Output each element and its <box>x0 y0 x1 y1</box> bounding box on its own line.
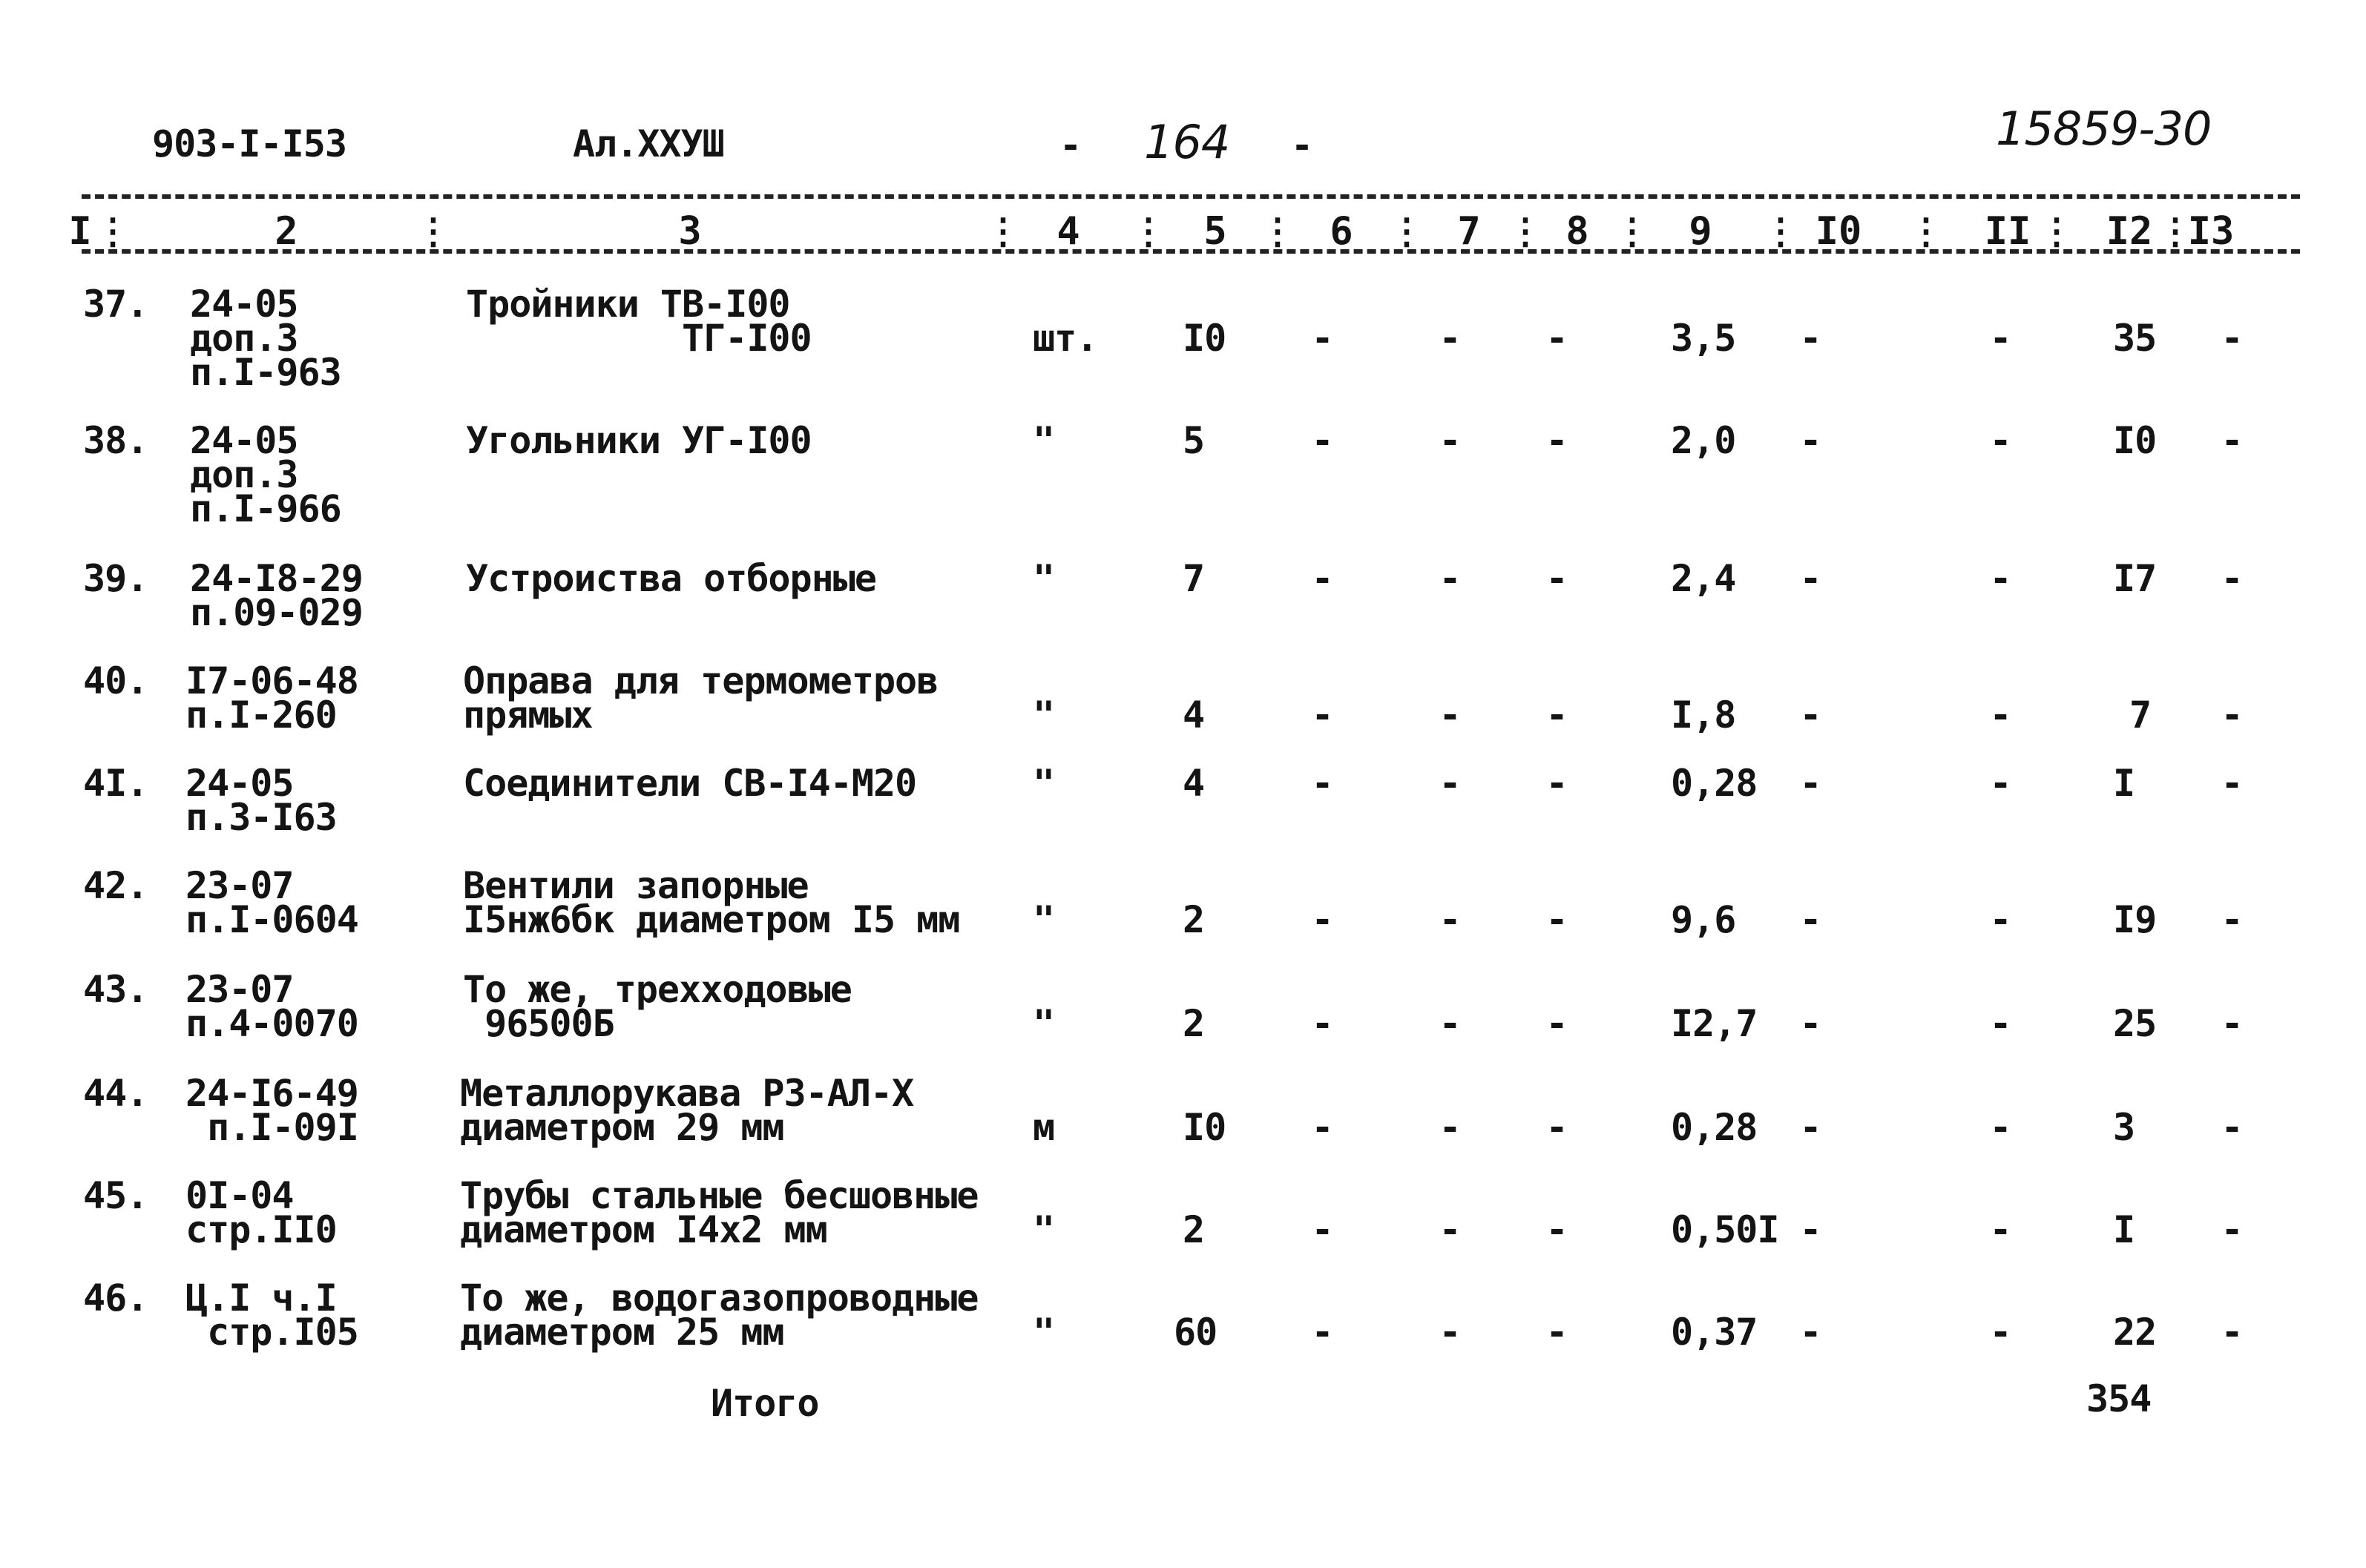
column-10-value: - <box>1799 898 1821 941</box>
column-number-5: 5 <box>1203 209 1227 254</box>
column-9-value: I,8 <box>1671 694 1736 737</box>
column-11-value: - <box>1989 1002 2011 1045</box>
column-10-value: - <box>1799 1311 1821 1354</box>
column-8-value: - <box>1545 694 1568 737</box>
row-number: 39. <box>83 557 148 600</box>
column-6-value: - <box>1311 1002 1333 1045</box>
item-name-line: Тройники ТВ-I00 <box>466 283 790 326</box>
column-13-value: - <box>2221 898 2243 941</box>
quantity: 2 <box>1183 898 1205 941</box>
column-11-value: - <box>1989 1311 2011 1354</box>
unit-of-measure: " <box>1033 898 1055 941</box>
column-11-value: - <box>1989 1106 2011 1149</box>
column-7-value: - <box>1439 1311 1461 1354</box>
column-8-value: - <box>1545 762 1568 805</box>
row-number: 40. <box>83 659 148 702</box>
unit-of-measure: м <box>1033 1106 1055 1149</box>
column-6-value: - <box>1311 1208 1333 1251</box>
reference-line: п.I-966 <box>190 487 341 530</box>
column-13-value: - <box>2221 694 2243 737</box>
reference-line: 24-05 <box>185 762 294 805</box>
column-12-value: I0 <box>2113 419 2157 462</box>
page-dash-right: - <box>1291 124 1313 167</box>
column-13-value: - <box>2221 1208 2243 1251</box>
column-number-3: 3 <box>678 209 702 254</box>
item-name-line: ТГ-I00 <box>466 317 812 360</box>
column-6-value: - <box>1311 1106 1333 1149</box>
column-12-value: I9 <box>2113 898 2157 941</box>
reference-line: 24-05 <box>190 283 298 326</box>
total-label: Итого <box>711 1382 819 1425</box>
column-6-value: - <box>1311 898 1333 941</box>
column-11-value: - <box>1989 898 2011 941</box>
column-13-value: - <box>2221 419 2243 462</box>
column-separator: ⋮ <box>415 211 451 252</box>
column-7-value: - <box>1439 1106 1461 1149</box>
column-7-value: - <box>1439 557 1461 600</box>
column-7-value: - <box>1439 419 1461 462</box>
column-number-12: I2 <box>2106 209 2153 254</box>
reference-line: стр.I05 <box>185 1311 358 1354</box>
column-9-value: I2,7 <box>1671 1002 1758 1045</box>
column-separator: ⋮ <box>1908 211 1944 252</box>
item-name-line: Соединители СВ-I4-М20 <box>463 762 917 805</box>
project-code: 903-I-I53 <box>152 122 346 165</box>
column-11-value: - <box>1989 762 2011 805</box>
column-9-value: 0,28 <box>1671 1106 1758 1149</box>
reference-line: 0I-04 <box>185 1174 294 1217</box>
reference-line: п.4-0070 <box>185 1002 358 1045</box>
column-6-value: - <box>1311 1311 1333 1354</box>
header-rule-top <box>82 194 2300 199</box>
column-7-value: - <box>1439 898 1461 941</box>
header-rule-bottom <box>82 249 2300 254</box>
item-name-line: Трубы стальные бесшовные <box>460 1174 979 1217</box>
quantity: 2 <box>1183 1208 1205 1251</box>
reference-line: п.I-260 <box>185 694 337 737</box>
item-name-line: диаметром I4х2 мм <box>460 1208 827 1251</box>
reference-line: доп.3 <box>190 453 298 496</box>
column-9-value: 0,37 <box>1671 1311 1758 1354</box>
row-number: 4I. <box>83 762 148 805</box>
unit-of-measure: " <box>1033 762 1055 805</box>
column-8-value: - <box>1545 1002 1568 1045</box>
column-6-value: - <box>1311 317 1333 360</box>
quantity: I0 <box>1183 317 1226 360</box>
unit-of-measure: шт. <box>1033 317 1098 360</box>
column-12-value: 3 <box>2113 1106 2135 1149</box>
column-10-value: - <box>1799 1106 1821 1149</box>
row-number: 42. <box>83 864 148 907</box>
item-name-line: Оправа для термометров <box>463 659 939 702</box>
item-name-line: диаметром 25 мм <box>460 1311 784 1354</box>
page-dash-left: - <box>1059 124 1082 167</box>
reference-line: Ц.I ч.I <box>185 1277 337 1320</box>
item-name-line: I5нж6бк диаметром I5 мм <box>463 898 960 941</box>
column-9-value: 0,28 <box>1671 762 1758 805</box>
quantity: 7 <box>1183 557 1205 600</box>
reference-line: 24-I8-29 <box>190 557 363 600</box>
column-separator: ⋮ <box>1131 211 1166 252</box>
column-12-value: 25 <box>2113 1002 2157 1045</box>
column-8-value: - <box>1545 1106 1568 1149</box>
column-number-6: 6 <box>1330 209 1353 254</box>
column-separator: ⋮ <box>2158 211 2193 252</box>
column-separator: ⋮ <box>95 211 131 252</box>
reference-line: 24-I6-49 <box>185 1072 358 1115</box>
row-number: 44. <box>83 1072 148 1115</box>
column-10-value: - <box>1799 557 1821 600</box>
column-number-11: II <box>1984 209 2031 254</box>
column-separator: ⋮ <box>985 211 1021 252</box>
unit-of-measure: " <box>1033 1208 1055 1251</box>
row-number: 43. <box>83 968 148 1011</box>
reference-line: 23-07 <box>185 968 294 1011</box>
column-7-value: - <box>1439 762 1461 805</box>
item-name-line: Металлорукава РЗ-АЛ-Х <box>460 1072 914 1115</box>
column-13-value: - <box>2221 1311 2243 1354</box>
column-number-9: 9 <box>1689 209 1712 254</box>
reference-line: п.09-029 <box>190 591 363 634</box>
column-11-value: - <box>1989 694 2011 737</box>
document-number: 15859-30 <box>1996 102 2212 156</box>
reference-line: п.I-963 <box>190 351 341 394</box>
unit-of-measure: " <box>1033 419 1055 462</box>
column-number-2: 2 <box>275 209 298 254</box>
column-number-10: I0 <box>1815 209 1862 254</box>
column-12-value: I <box>2113 762 2135 805</box>
column-10-value: - <box>1799 1208 1821 1251</box>
column-7-value: - <box>1439 1002 1461 1045</box>
unit-of-measure: " <box>1033 557 1055 600</box>
column-13-value: - <box>2221 557 2243 600</box>
column-12-value: 35 <box>2113 317 2157 360</box>
quantity: I0 <box>1183 1106 1226 1149</box>
quantity: 60 <box>1174 1311 1217 1354</box>
quantity: 4 <box>1183 762 1205 805</box>
reference-line: п.I-0604 <box>185 898 358 941</box>
column-6-value: - <box>1311 557 1333 600</box>
reference-line: 24-05 <box>190 419 298 462</box>
column-8-value: - <box>1545 419 1568 462</box>
reference-line: I7-06-48 <box>185 659 358 702</box>
column-8-value: - <box>1545 557 1568 600</box>
column-11-value: - <box>1989 317 2011 360</box>
column-6-value: - <box>1311 694 1333 737</box>
column-10-value: - <box>1799 419 1821 462</box>
item-name-line: 96500Б <box>463 1002 614 1045</box>
column-8-value: - <box>1545 1311 1568 1354</box>
column-9-value: 3,5 <box>1671 317 1736 360</box>
column-12-value: I7 <box>2113 557 2157 600</box>
column-12-value: I <box>2113 1208 2135 1251</box>
column-separator: ⋮ <box>1260 211 1295 252</box>
column-9-value: 2,0 <box>1671 419 1736 462</box>
unit-of-measure: " <box>1033 1311 1055 1354</box>
column-10-value: - <box>1799 694 1821 737</box>
column-separator: ⋮ <box>2039 211 2074 252</box>
column-11-value: - <box>1989 1208 2011 1251</box>
column-separator: ⋮ <box>1614 211 1650 252</box>
column-13-value: - <box>2221 1106 2243 1149</box>
column-separator: ⋮ <box>1763 211 1798 252</box>
column-8-value: - <box>1545 898 1568 941</box>
column-9-value: 9,6 <box>1671 898 1736 941</box>
column-7-value: - <box>1439 1208 1461 1251</box>
album-number: Ал.XXУШ <box>573 122 724 165</box>
column-11-value: - <box>1989 419 2011 462</box>
column-7-value: - <box>1439 317 1461 360</box>
column-11-value: - <box>1989 557 2011 600</box>
item-name-line: прямых <box>463 694 593 737</box>
item-name-line: Вентили запорные <box>463 864 809 907</box>
quantity: 2 <box>1183 1002 1205 1045</box>
column-8-value: - <box>1545 1208 1568 1251</box>
row-number: 45. <box>83 1174 148 1217</box>
row-number: 46. <box>83 1277 148 1320</box>
column-number-8: 8 <box>1565 209 1589 254</box>
row-number: 38. <box>83 419 148 462</box>
column-separator: ⋮ <box>1389 211 1424 252</box>
column-9-value: 2,4 <box>1671 557 1736 600</box>
column-number-1: I <box>68 209 92 254</box>
column-10-value: - <box>1799 762 1821 805</box>
column-9-value: 0,50I <box>1671 1208 1779 1251</box>
column-13-value: - <box>2221 1002 2243 1045</box>
column-8-value: - <box>1545 317 1568 360</box>
column-number-13: I3 <box>2187 209 2235 254</box>
total-value: 354 <box>2086 1377 2152 1420</box>
item-name-line: Угольники УГ-I00 <box>466 419 812 462</box>
column-6-value: - <box>1311 762 1333 805</box>
reference-line: п.3-I63 <box>185 796 337 839</box>
column-12-value: 7 <box>2129 694 2152 737</box>
quantity: 5 <box>1183 419 1205 462</box>
column-13-value: - <box>2221 317 2243 360</box>
reference-line: доп.3 <box>190 317 298 360</box>
column-number-7: 7 <box>1457 209 1481 254</box>
column-7-value: - <box>1439 694 1461 737</box>
unit-of-measure: " <box>1033 694 1055 737</box>
column-10-value: - <box>1799 1002 1821 1045</box>
reference-line: п.I-09I <box>185 1106 358 1149</box>
item-name-line: То же, водогазопроводные <box>460 1277 979 1320</box>
column-13-value: - <box>2221 762 2243 805</box>
reference-line: 23-07 <box>185 864 294 907</box>
quantity: 4 <box>1183 694 1205 737</box>
column-separator: ⋮ <box>1508 211 1543 252</box>
column-12-value: 22 <box>2113 1311 2157 1354</box>
reference-line: стр.II0 <box>185 1208 337 1251</box>
item-name-line: Устроиства отборные <box>466 557 876 600</box>
column-number-4: 4 <box>1057 209 1080 254</box>
unit-of-measure: " <box>1033 1002 1055 1045</box>
column-10-value: - <box>1799 317 1821 360</box>
item-name-line: диаметром 29 мм <box>460 1106 784 1149</box>
page-number: 164 <box>1144 115 1230 169</box>
column-6-value: - <box>1311 419 1333 462</box>
row-number: 37. <box>83 283 148 326</box>
item-name-line: То же, трехходовые <box>463 968 852 1011</box>
